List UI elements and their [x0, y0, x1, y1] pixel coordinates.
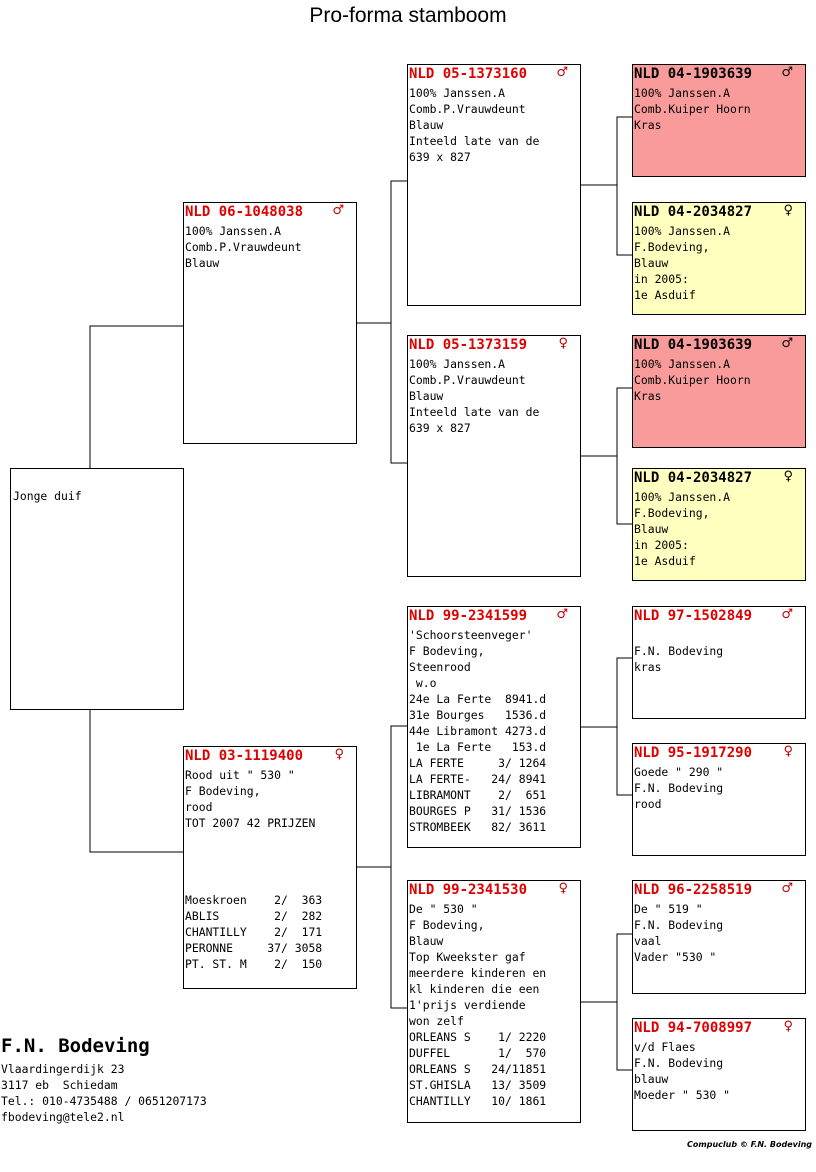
info-line: LIBRAMONT 2/ 651: [409, 788, 547, 802]
sex-icon: ♀: [783, 203, 793, 218]
software-credit: Compuclub © F.N. Bodeving: [687, 1140, 812, 1149]
info-line: 639 x 827: [409, 421, 471, 435]
info-line: meerdere kinderen en: [409, 966, 547, 980]
info-line: Moeder " 530 ": [634, 1088, 731, 1102]
page-title: Pro-forma stamboom: [309, 4, 507, 27]
subject-label: Jonge duif: [13, 489, 82, 503]
info-line: 639 x 827: [409, 150, 471, 164]
ring-number: NLD 05-1373160: [409, 66, 528, 82]
ring-number: NLD 94-7008997: [634, 1020, 753, 1036]
info-line: F.N. Bodeving: [634, 918, 724, 932]
info-line: rood: [185, 800, 213, 814]
info-line: kl kinderen die een: [409, 982, 540, 996]
pigeon-info: [634, 764, 804, 812]
ggp-mff-box: [632, 606, 806, 719]
info-line: vaal: [634, 934, 662, 948]
info-line: won zelf: [409, 1014, 464, 1028]
info-line: Blauw: [185, 256, 220, 270]
info-line: Kras: [634, 118, 662, 132]
info-line: 24e La Ferte 8941.d: [409, 692, 547, 706]
info-line: Goede " 290 ": [634, 765, 724, 779]
info-line: Comb.P.Vrauwdeunt: [185, 240, 302, 254]
connector-mf: [581, 658, 632, 795]
sex-icon: ♀: [783, 744, 793, 759]
info-line: ST.GHISLA 13/ 3509: [409, 1078, 547, 1092]
info-line: Inteeld late van de: [409, 134, 540, 148]
ring-number: NLD 05-1373159: [409, 337, 528, 353]
grandmother-paternal-box: [407, 335, 581, 577]
info-line: ORLEANS S 1/ 2220: [409, 1030, 547, 1044]
sex-icon: ♂: [556, 65, 568, 80]
pigeon-info: [634, 1039, 804, 1103]
sex-icon: ♀: [783, 469, 793, 484]
sex-icon: ♀: [558, 881, 568, 896]
pigeon-info: [185, 767, 355, 831]
info-line: 100% Janssen.A: [409, 357, 506, 371]
info-line: 'Schoorsteenveger': [409, 628, 533, 642]
result-line: ABLIS 2/ 282: [185, 909, 323, 923]
pigeon-info: [634, 627, 804, 675]
info-line: blauw: [634, 1072, 669, 1086]
info-line: Blauw: [409, 118, 444, 132]
info-line: 1'prijs verdiende: [409, 998, 526, 1012]
sex-icon: ♀: [783, 1019, 793, 1034]
ggp-ffm-box: [632, 202, 806, 315]
breeder-city: 3117 eb Schiedam: [1, 1078, 118, 1092]
info-line: Blauw: [409, 389, 444, 403]
ring-number: NLD 97-1502849: [634, 608, 753, 624]
ring-number: NLD 99-2341599: [409, 608, 528, 624]
info-line: Inteeld late van de: [409, 405, 540, 419]
result-line: PERONNE 37/ 3058: [185, 941, 323, 955]
info-line: in 2005:: [634, 272, 689, 286]
info-line: w.o: [409, 676, 437, 690]
info-line: F.N. Bodeving: [634, 644, 724, 658]
info-line: Kras: [634, 389, 662, 403]
info-line: ORLEANS S 24/11851: [409, 1062, 547, 1076]
ring-number: NLD 95-1917290: [634, 745, 753, 761]
ring-number: NLD 03-1119400: [185, 748, 304, 764]
pigeon-info: [634, 489, 804, 569]
info-line: F Bodeving,: [409, 644, 485, 658]
breeder-phone: Tel.: 010-4735488 / 0651207173: [1, 1094, 207, 1108]
breeder-address: Vlaardingerdijk 23: [1, 1062, 125, 1076]
info-line: 100% Janssen.A: [634, 490, 731, 504]
info-line: 44e Libramont 4273.d: [409, 724, 547, 738]
info-line: Comb.Kuiper Hoorn: [634, 102, 751, 116]
ring-number: NLD 04-2034827: [634, 470, 753, 486]
info-line: rood: [634, 797, 662, 811]
info-line: Comb.P.Vrauwdeunt: [409, 102, 526, 116]
info-line: F Bodeving,: [409, 918, 485, 932]
sex-icon: ♂: [332, 203, 344, 218]
info-line: 1e Asduif: [634, 288, 696, 302]
info-line: F.N. Bodeving: [634, 781, 724, 795]
info-line: 31e Bourges 1536.d: [409, 708, 547, 722]
info-line: 100% Janssen.A: [185, 224, 282, 238]
info-line: Comb.Kuiper Hoorn: [634, 373, 751, 387]
mother-box: [183, 746, 357, 989]
connector-subject-mother: [90, 710, 183, 852]
sex-icon: ♂: [781, 607, 793, 622]
ring-number: NLD 04-1903639: [634, 66, 753, 82]
pigeon-info: [409, 356, 579, 436]
info-line: Comb.P.Vrauwdeunt: [409, 373, 526, 387]
info-line: Blauw: [634, 256, 669, 270]
ring-number: NLD 99-2341530: [409, 882, 528, 898]
info-line: STROMBEEK 82/ 3611: [409, 820, 547, 834]
ring-number: NLD 96-2258519: [634, 882, 753, 898]
info-line: 100% Janssen.A: [634, 357, 731, 371]
info-line: 100% Janssen.A: [634, 86, 731, 100]
info-line: 100% Janssen.A: [634, 224, 731, 238]
info-line: LA FERTE- 24/ 8941: [409, 772, 547, 786]
result-line: CHANTILLY 2/ 171: [185, 925, 323, 939]
ggp-mmf-box: [632, 880, 806, 994]
info-line: DUFFEL 1/ 570: [409, 1046, 547, 1060]
info-line: F.Bodeving,: [634, 240, 710, 254]
info-line: 1e La Ferte 153.d: [409, 740, 547, 754]
grandmother-maternal-box: [407, 880, 581, 1123]
pigeon-info: [409, 85, 579, 165]
info-line: F Bodeving,: [185, 784, 261, 798]
connector-fm: [581, 388, 632, 524]
info-line: F.Bodeving,: [634, 506, 710, 520]
ggp-fmm-box: [632, 468, 806, 581]
info-line: 100% Janssen.A: [409, 86, 506, 100]
connector-subject-father: [90, 326, 183, 468]
ggp-fmf-box: [632, 335, 806, 448]
info-line: Blauw: [409, 934, 444, 948]
breeder-name: F.N. Bodeving: [1, 1035, 150, 1057]
connector-ff: [581, 117, 632, 255]
info-line: CHANTILLY 10/ 1861: [409, 1094, 547, 1108]
info-line: Steenrood: [409, 660, 471, 674]
sex-icon: ♂: [781, 65, 793, 80]
pigeon-info: [185, 223, 355, 271]
info-line: De " 530 ": [409, 902, 478, 916]
pigeon-info: [634, 356, 804, 404]
info-line: 1e Asduif: [634, 554, 696, 568]
info-line: F.N. Bodeving: [634, 1056, 724, 1070]
ring-number: NLD 04-2034827: [634, 204, 753, 220]
race-results: [185, 892, 355, 972]
connector-father-grandparents: [357, 181, 407, 463]
subject-box: [10, 468, 184, 710]
connector-mm: [581, 934, 632, 1070]
breeder-email: fbodeving@tele2.nl: [1, 1110, 125, 1124]
ggp-mfm-box: [632, 743, 806, 856]
sex-icon: ♀: [334, 747, 344, 762]
result-line: PT. ST. M 2/ 150: [185, 957, 323, 971]
ring-number: NLD 06-1048038: [185, 204, 304, 220]
sex-icon: ♂: [781, 336, 793, 351]
pigeon-info: [634, 901, 804, 965]
info-line: LA FERTE 3/ 1264: [409, 756, 547, 770]
ggp-mmm-box: [632, 1018, 806, 1131]
info-line: Blauw: [634, 522, 669, 536]
sex-icon: ♀: [558, 336, 568, 351]
grandfather-maternal-box: [407, 606, 581, 848]
info-line: Top Kweekster gaf: [409, 950, 526, 964]
info-line: [634, 627, 804, 643]
pigeon-info: [409, 901, 579, 1109]
info-line: Vader "530 ": [634, 950, 717, 964]
pigeon-info: [409, 627, 579, 835]
ring-number: NLD 04-1903639: [634, 337, 753, 353]
info-line: v/d Flaes: [634, 1040, 696, 1054]
info-line: De " 519 ": [634, 902, 703, 916]
info-line: BOURGES P 31/ 1536: [409, 804, 547, 818]
sex-icon: ♂: [556, 607, 568, 622]
father-box: [183, 202, 357, 444]
info-line: TOT 2007 42 PRIJZEN: [185, 816, 316, 830]
pigeon-info: [634, 223, 804, 303]
info-line: Rood uit " 530 ": [185, 768, 295, 782]
pigeon-info: [634, 85, 804, 133]
grandfather-paternal-box: [407, 64, 581, 306]
sex-icon: ♂: [781, 881, 793, 896]
result-line: Moeskroen 2/ 363: [185, 893, 323, 907]
info-line: kras: [634, 660, 662, 674]
ggp-fff-box: [632, 64, 806, 177]
connector-mother-grandparents: [357, 726, 407, 1008]
info-line: in 2005:: [634, 538, 689, 552]
